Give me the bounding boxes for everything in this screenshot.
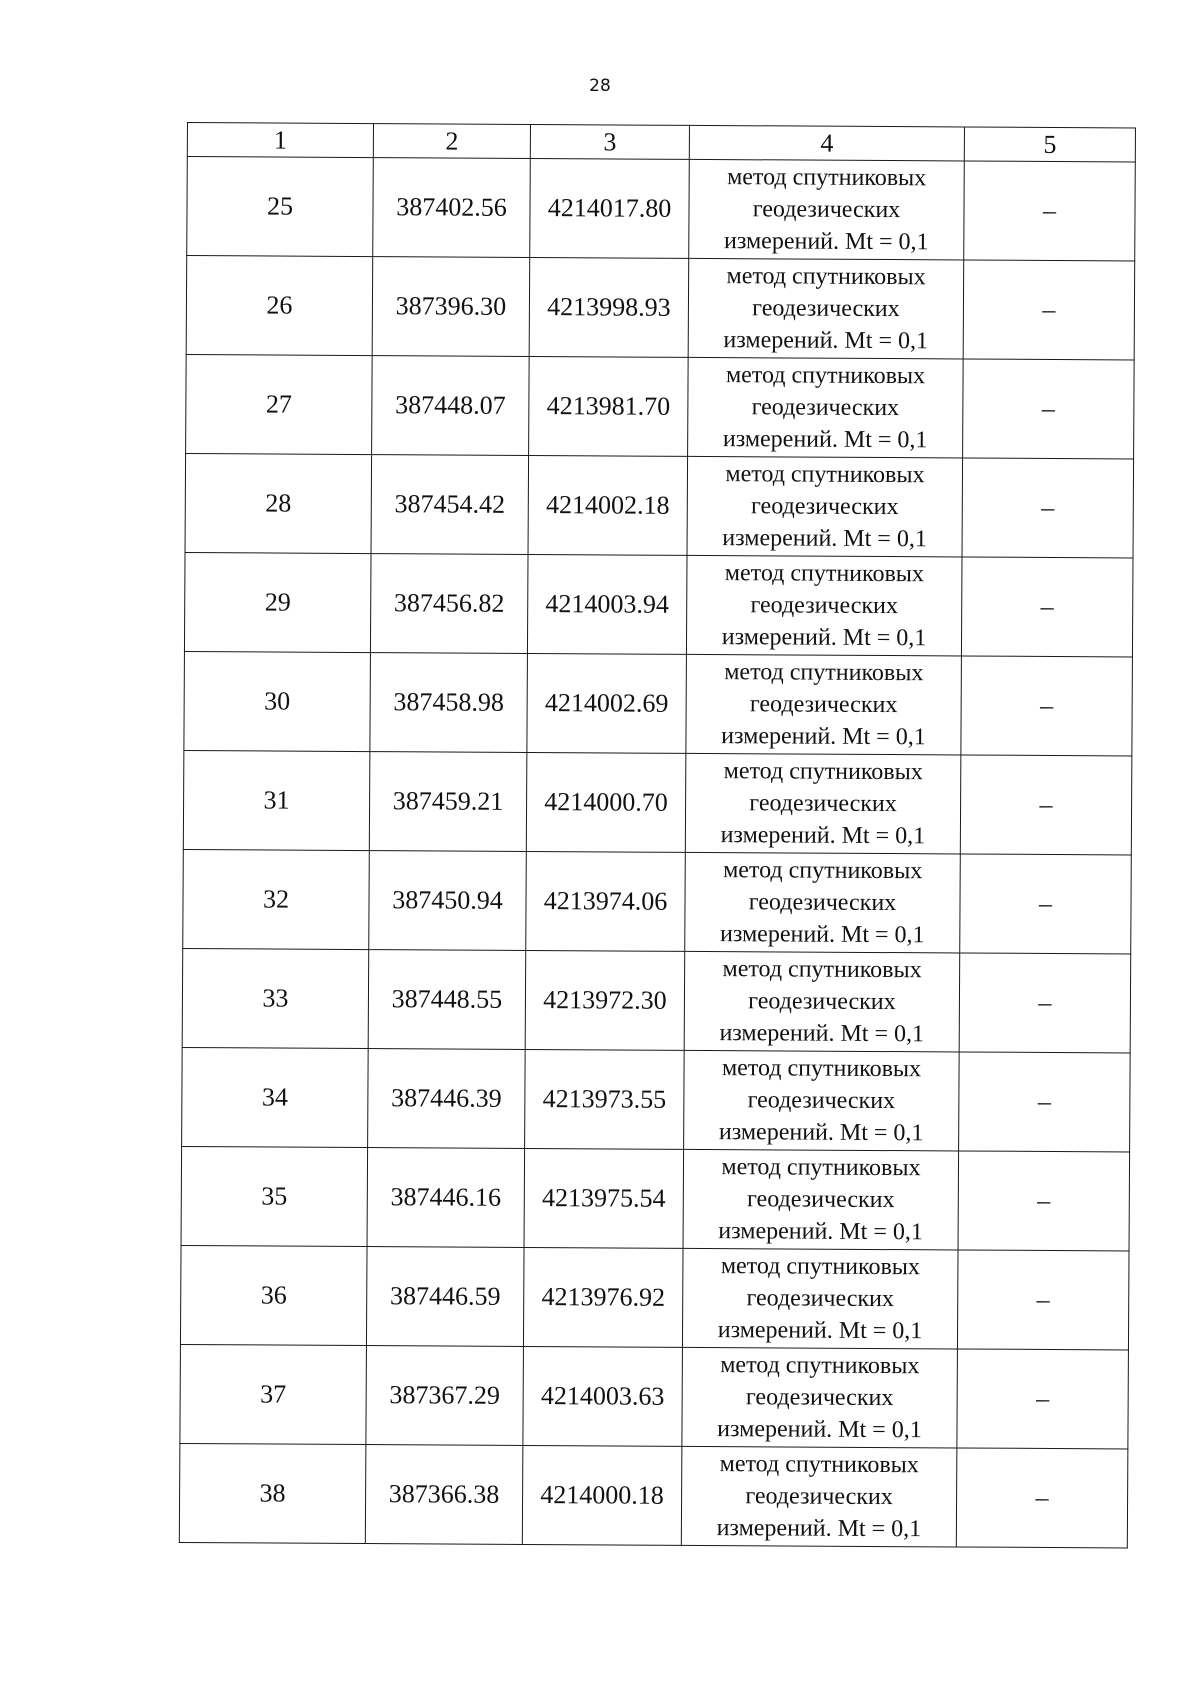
y-coordinate-cell: 4213975.54 bbox=[524, 1148, 684, 1248]
y-coordinate-cell: 4213998.93 bbox=[529, 257, 689, 357]
y-coordinate-cell: 4213976.92 bbox=[523, 1247, 683, 1347]
method-cell bbox=[686, 654, 962, 755]
y-coordinate-cell: 4214002.18 bbox=[528, 455, 688, 555]
method-line: измерений. Mt = 0,1 bbox=[718, 1218, 923, 1246]
method-line: метод спутниковых bbox=[721, 1055, 922, 1083]
table-row bbox=[181, 1146, 1130, 1250]
method-line: метод спутниковых bbox=[725, 461, 925, 489]
method-line: измерений. Mt = 0,1 bbox=[719, 1020, 925, 1048]
x-coordinate-cell: 387446.16 bbox=[367, 1148, 525, 1248]
point-number-cell: 33 bbox=[182, 948, 369, 1048]
column-header-3: 3 bbox=[530, 124, 689, 159]
x-coordinate-cell: 387448.55 bbox=[368, 950, 526, 1050]
table-row bbox=[187, 157, 1136, 261]
description-cell: – bbox=[956, 1448, 1128, 1548]
description-cell: – bbox=[957, 1349, 1129, 1449]
method-line: геодезических bbox=[747, 1087, 896, 1115]
description-cell: – bbox=[963, 359, 1135, 459]
method-cell bbox=[684, 1050, 960, 1151]
point-number-cell: 32 bbox=[183, 849, 370, 949]
method-cell bbox=[682, 1248, 958, 1349]
point-number-cell: 34 bbox=[182, 1047, 369, 1147]
point-number-cell: 26 bbox=[186, 256, 373, 356]
point-number-cell: 30 bbox=[184, 651, 371, 751]
x-coordinate-cell: 387367.29 bbox=[366, 1346, 524, 1446]
description-cell: – bbox=[962, 458, 1134, 558]
method-line: геодезических bbox=[752, 295, 900, 323]
column-header-5: 5 bbox=[964, 127, 1135, 162]
point-number-cell: 31 bbox=[183, 750, 370, 850]
method-line: геодезических bbox=[749, 790, 897, 818]
header-row bbox=[187, 123, 1135, 162]
table-row bbox=[186, 256, 1135, 360]
x-coordinate-cell: 387458.98 bbox=[370, 653, 528, 753]
method-line: измерений. Mt = 0,1 bbox=[721, 723, 926, 751]
method-line: геодезических bbox=[749, 691, 898, 719]
method-cell bbox=[688, 357, 964, 458]
y-coordinate-cell: 4213981.70 bbox=[529, 356, 689, 456]
method-line: измерений. Mt = 0,1 bbox=[717, 1317, 923, 1345]
description-cell: – bbox=[957, 1250, 1129, 1350]
method-line: метод спутниковых bbox=[727, 164, 927, 192]
y-coordinate-cell: 4213973.55 bbox=[525, 1049, 685, 1149]
method-cell bbox=[683, 1149, 959, 1250]
x-coordinate-cell: 387446.39 bbox=[368, 1049, 526, 1149]
method-line: метод спутниковых bbox=[720, 1253, 921, 1281]
x-coordinate-cell: 387402.56 bbox=[373, 158, 531, 258]
point-number-cell: 27 bbox=[186, 354, 373, 454]
method-cell bbox=[687, 456, 963, 557]
page-number: 28 bbox=[589, 76, 611, 96]
method-cell bbox=[684, 951, 960, 1052]
point-number-cell: 37 bbox=[180, 1344, 367, 1444]
method-line: метод спутниковых bbox=[725, 362, 926, 390]
method-line: геодезических bbox=[746, 1285, 895, 1313]
method-line: метод спутниковых bbox=[721, 1154, 921, 1182]
table-row bbox=[186, 354, 1135, 458]
table-row bbox=[184, 552, 1133, 656]
description-cell: – bbox=[961, 557, 1133, 657]
description-cell: – bbox=[959, 953, 1131, 1053]
table-row bbox=[182, 948, 1131, 1052]
method-line: измерений. Mt = 0,1 bbox=[719, 921, 925, 949]
coordinates-table bbox=[179, 122, 1136, 1548]
x-coordinate-cell: 387366.38 bbox=[365, 1445, 523, 1545]
method-line: геодезических bbox=[750, 592, 899, 620]
point-number-cell: 29 bbox=[184, 552, 371, 652]
method-line: измерений. Mt = 0,1 bbox=[720, 822, 926, 850]
description-cell: – bbox=[961, 656, 1133, 756]
y-coordinate-cell: 4214017.80 bbox=[530, 158, 690, 258]
description-cell: – bbox=[963, 260, 1135, 360]
x-coordinate-cell: 387450.94 bbox=[369, 851, 527, 951]
method-line: метод спутниковых bbox=[723, 857, 923, 885]
method-line: измерений. Mt = 0,1 bbox=[718, 1119, 924, 1147]
table-row bbox=[185, 453, 1134, 557]
method-line: геодезических bbox=[745, 1483, 893, 1511]
y-coordinate-cell: 4214000.70 bbox=[526, 752, 686, 852]
column-header-1: 1 bbox=[187, 123, 373, 158]
point-number-cell: 36 bbox=[180, 1245, 367, 1345]
table-row bbox=[180, 1344, 1129, 1448]
method-line: геодезических bbox=[748, 988, 896, 1016]
method-cell bbox=[688, 258, 964, 359]
y-coordinate-cell: 4214000.18 bbox=[522, 1445, 682, 1545]
method-line: метод спутниковых bbox=[724, 560, 925, 588]
y-coordinate-cell: 4213974.06 bbox=[526, 851, 686, 951]
description-cell: – bbox=[960, 854, 1132, 954]
x-coordinate-cell: 387459.21 bbox=[369, 752, 527, 852]
y-coordinate-cell: 4214003.94 bbox=[527, 554, 687, 654]
y-coordinate-cell: 4214003.63 bbox=[523, 1346, 683, 1446]
method-line: измерений. Mt = 0,1 bbox=[716, 1515, 922, 1543]
x-coordinate-cell: 387448.07 bbox=[372, 356, 530, 456]
column-header-2: 2 bbox=[373, 124, 530, 159]
method-line: измерений. Mt = 0,1 bbox=[717, 1416, 922, 1444]
description-cell: – bbox=[964, 161, 1136, 261]
description-cell: – bbox=[959, 1052, 1131, 1152]
method-line: метод спутниковых bbox=[722, 956, 922, 984]
method-line: метод спутниковых bbox=[723, 758, 923, 786]
method-line: геодезических bbox=[746, 1186, 895, 1214]
method-line: измерений. Mt = 0,1 bbox=[721, 624, 927, 652]
point-number-cell: 25 bbox=[187, 157, 374, 257]
table-body bbox=[179, 157, 1135, 1548]
method-line: метод спутниковых bbox=[719, 1451, 919, 1479]
y-coordinate-cell: 4213972.30 bbox=[525, 950, 685, 1050]
point-number-cell: 35 bbox=[181, 1146, 368, 1246]
table-row bbox=[180, 1245, 1129, 1349]
point-number-cell: 28 bbox=[185, 453, 372, 553]
method-line: геодезических bbox=[750, 493, 899, 521]
table-row bbox=[183, 849, 1132, 953]
method-cell bbox=[686, 555, 962, 656]
method-line: измерений. Mt = 0,1 bbox=[722, 426, 928, 454]
description-cell: – bbox=[958, 1151, 1130, 1251]
method-cell bbox=[685, 753, 961, 854]
method-line: геодезических bbox=[751, 394, 900, 422]
method-line: метод спутниковых bbox=[724, 659, 924, 687]
method-cell bbox=[689, 159, 965, 260]
point-number-cell: 38 bbox=[179, 1443, 366, 1543]
y-coordinate-cell: 4214002.69 bbox=[527, 653, 687, 753]
description-cell: – bbox=[960, 755, 1132, 855]
method-line: измерений. Mt = 0,1 bbox=[723, 327, 929, 355]
method-line: метод спутниковых bbox=[726, 263, 926, 291]
table-row bbox=[183, 750, 1132, 854]
table-row bbox=[179, 1443, 1128, 1547]
x-coordinate-cell: 387446.59 bbox=[366, 1247, 524, 1347]
x-coordinate-cell: 387456.82 bbox=[370, 554, 528, 654]
column-header-4: 4 bbox=[689, 125, 964, 161]
method-line: геодезических bbox=[745, 1384, 894, 1412]
x-coordinate-cell: 387396.30 bbox=[372, 257, 530, 357]
method-cell bbox=[681, 1446, 957, 1547]
method-cell bbox=[682, 1347, 958, 1448]
method-line: геодезических bbox=[748, 889, 897, 917]
method-cell bbox=[685, 852, 961, 953]
method-line: измерений. Mt = 0,1 bbox=[722, 525, 927, 553]
method-line: метод спутниковых bbox=[720, 1352, 920, 1380]
method-line: измерений. Mt = 0,1 bbox=[723, 228, 929, 256]
method-line: геодезических bbox=[752, 196, 901, 224]
x-coordinate-cell: 387454.42 bbox=[371, 455, 529, 555]
table-row bbox=[184, 651, 1133, 755]
table-row bbox=[182, 1047, 1131, 1151]
